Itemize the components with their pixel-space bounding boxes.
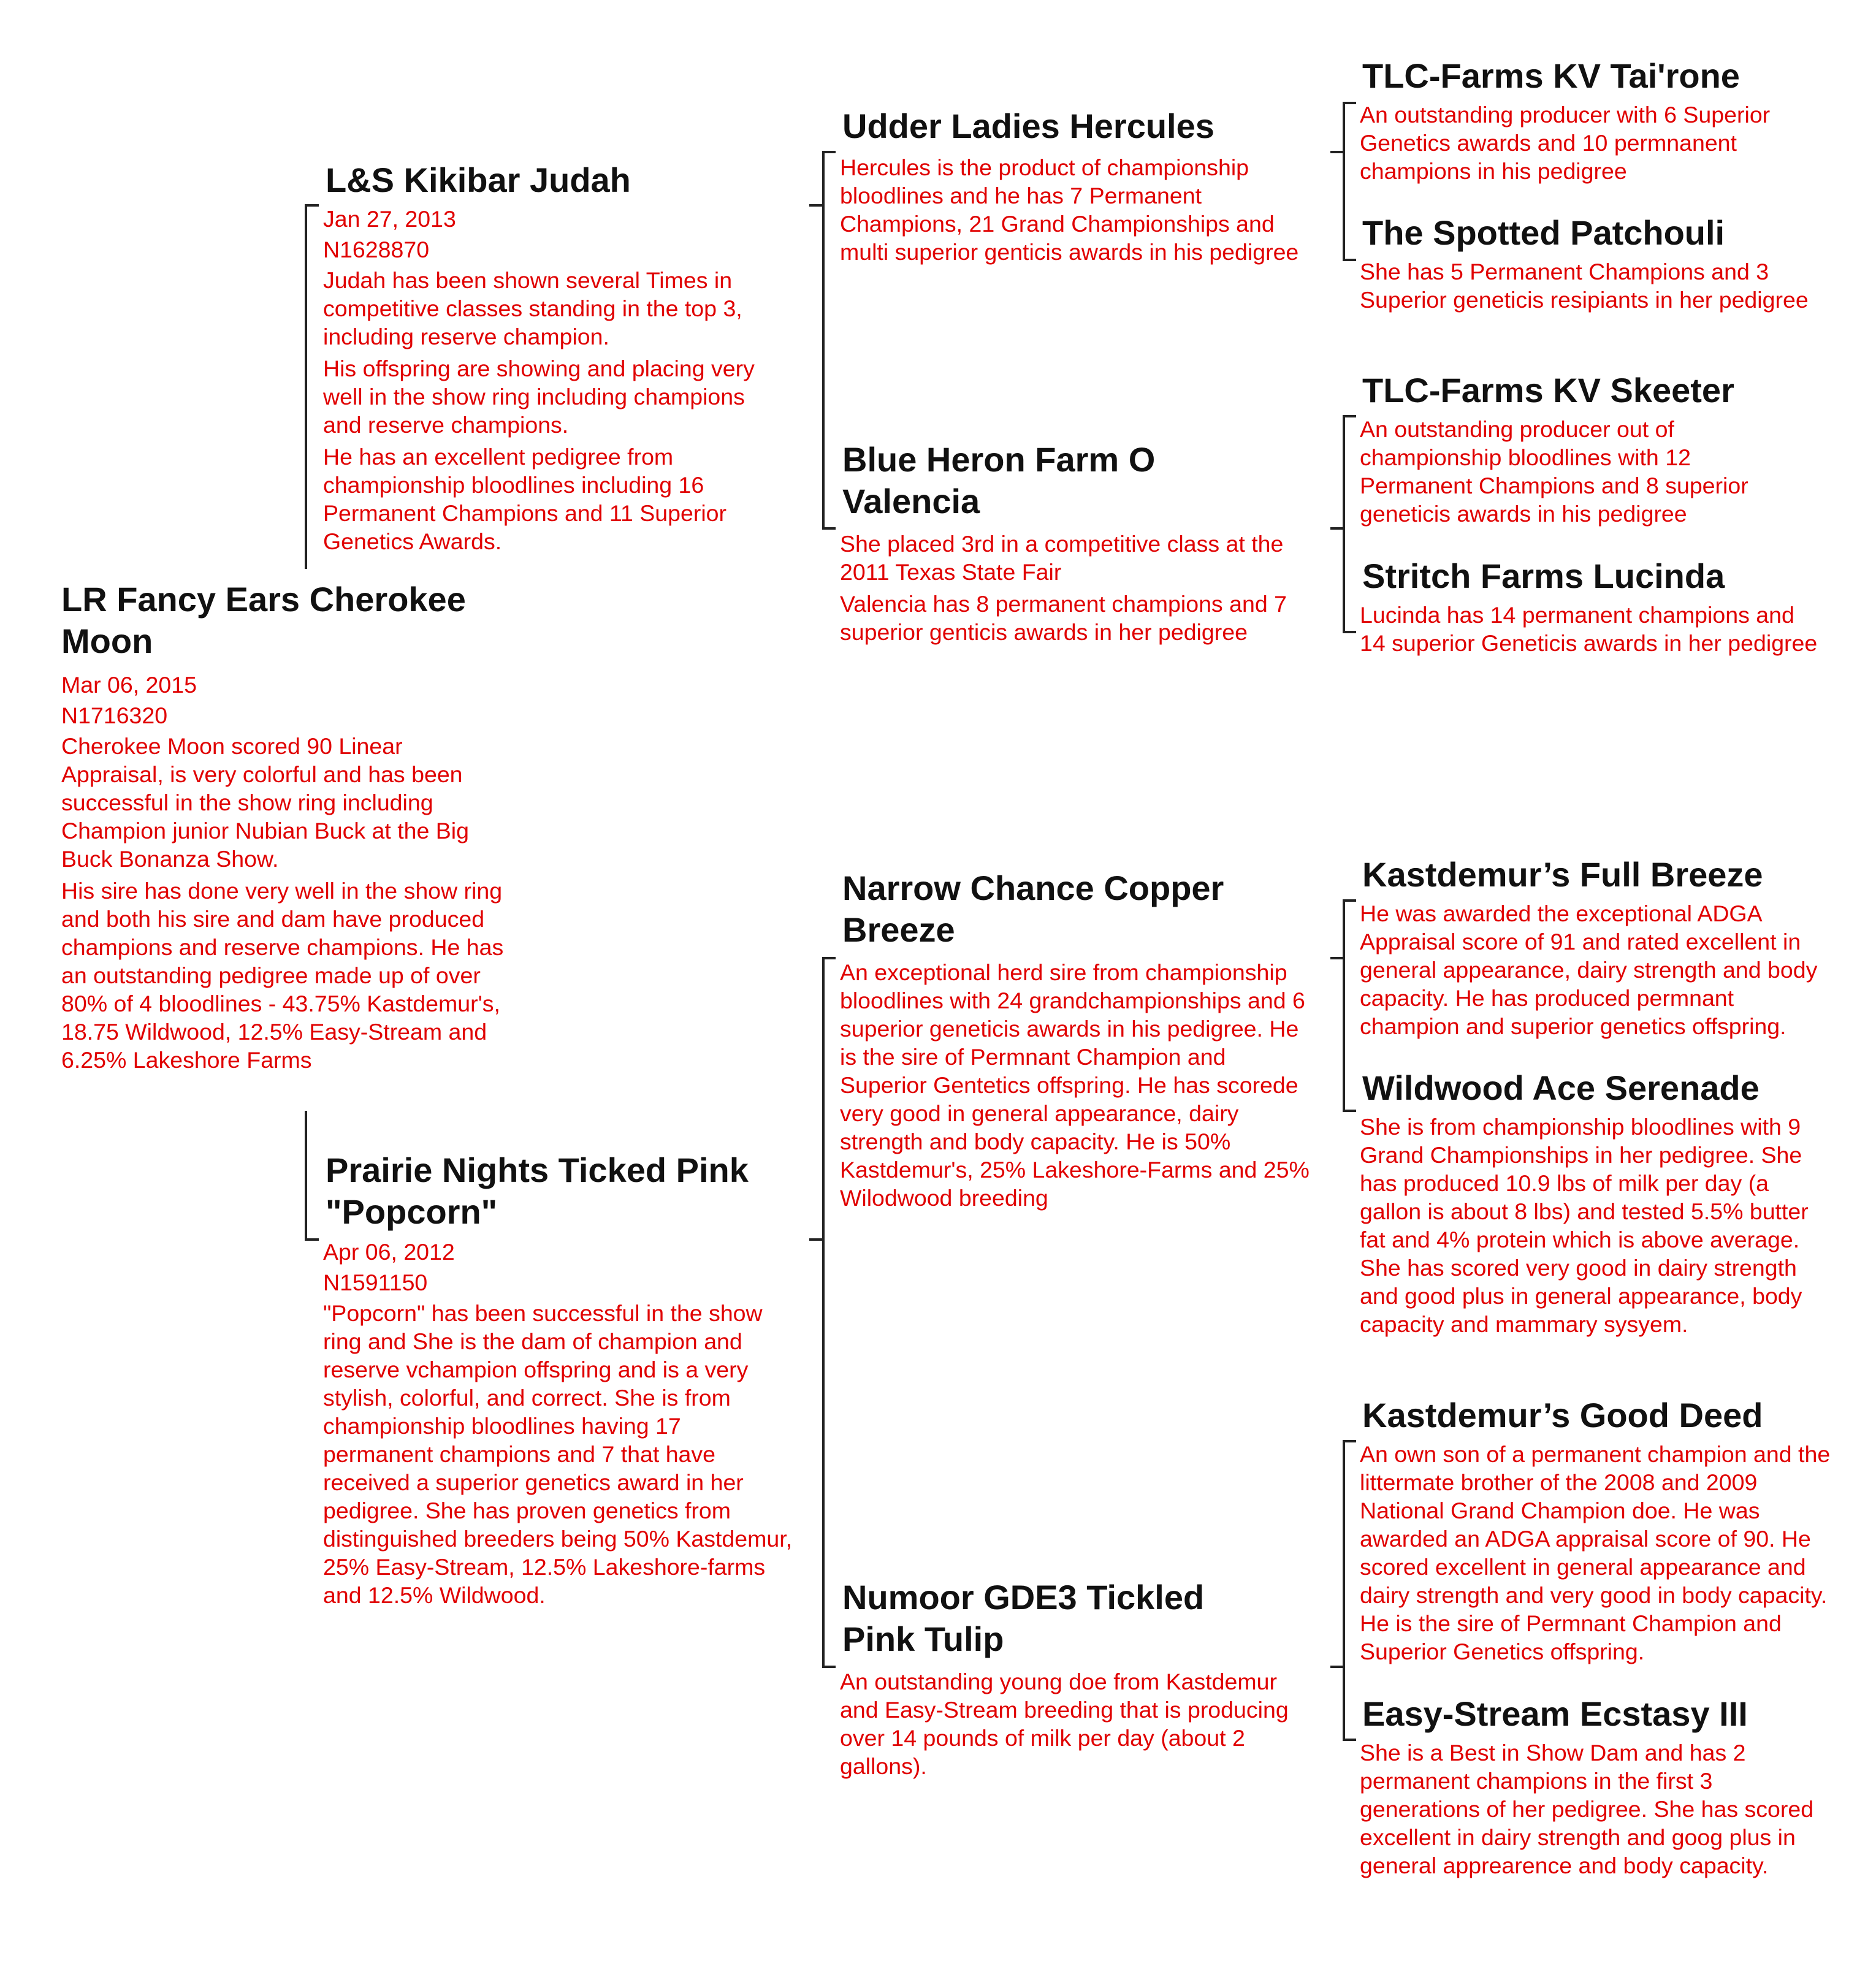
sire-parents-bracket [809,152,836,528]
dam-dam-description: An outstanding young doe from Kastdemur and Easy-Stream breeding that is producing over 14 pounds of milk per day (about 2 gallons). [840,1669,1289,1779]
dam-card [323,1149,807,1609]
full-breeze-name: Kastdemur’s Full Breeze [1362,855,1763,894]
great-grandsire-skeeter-card [1360,370,1838,528]
skeeter-name: TLC-Farms KV Skeeter [1362,371,1734,409]
dam-birth-date: Apr 06, 2012 [323,1239,455,1265]
good-deed-name: Kastdemur’s Good Deed [1362,1396,1763,1434]
dam-sire-name: Narrow Chance Copper Breeze [842,869,1224,949]
ecstasy-description: She is a Best in Show Dam and has 2 permanent champions in the first 3 generations of her pedigree. She has scored excellent in dairy strength and goog plus in general apprearence and body capacity. [1360,1740,1814,1878]
lucinda-description: Lucinda has 14 permanent champions and 14 superior Geneticis awards in her pedigree [1360,602,1818,656]
sire-description-3: He has an excellent pedigree from championship bloodlines including 16 Permanent Champions and 11 Superior Genetics Awards. [323,444,727,554]
full-breeze-description: He was awarded the exceptional ADGA Appraisal score of 91 and rated excellent in general appearance, dairy strength and body capacity. He has produced permnant champion and superior genetics offspring. [1360,901,1818,1039]
dam-parents-bracket [809,958,836,1667]
sire-dam-description-2: Valencia has 8 permanent champions and 7 superior genticis awards in her pedigree [840,591,1287,645]
patchouli-description: She has 5 Permanent Champions and 3 Superior geneticis resipiants in her pedigree [1360,259,1809,313]
dam-name: Prairie Nights Ticked Pink "Popcorn" [326,1151,749,1231]
subject-birth-date: Mar 06, 2015 [61,672,197,698]
great-granddam-ecstasy-card [1360,1693,1844,1880]
sire-name: L&S Kikibar Judah [326,161,631,199]
ecstasy-name: Easy-Stream Ecstasy III [1362,1694,1748,1733]
valencia-parents-bracket [1330,416,1356,632]
sire-dam-name: Blue Heron Farm O Valencia [842,440,1156,520]
subject-name: LR Fancy Ears Cherokee Moon [61,580,466,660]
subject-dam-connector [306,1111,319,1240]
tairone-description: An outstanding producer with 6 Superior Genetics awards and 10 permnanent champions in his pedigree [1360,102,1771,184]
great-granddam-serenade-card [1360,1067,1838,1338]
great-grandsire-tairone-card [1360,55,1838,185]
sire-birth-date: Jan 27, 2013 [323,206,456,232]
dam-sire-description: An exceptional herd sire from championship bloodlines with 24 grandchampionships and 6 superior geneticis awards in his pedigree. He is the sire of Permnant Champion and Superior Gentetics offspring. He has scorede very good in general appearance, dairy strength and body capacity. He is 50% Kastdemur's, 25% Lakeshore-Farms and 25% Wilodwood breeding [840,959,1310,1211]
lucinda-name: Stritch Farms Lucinda [1362,557,1725,595]
sire-dam-card [840,439,1312,646]
sire-registration: N1628870 [323,237,430,262]
sire-sire-name: Udder Ladies Hercules [842,107,1214,145]
great-grandsire-full-breeze-card [1360,854,1838,1040]
great-granddam-lucinda-card [1360,555,1838,657]
subject-card [61,579,527,1074]
sire-sire-description: Hercules is the product of championship bloodlines and he has 7 Permanent Champions, 21 Grand Championships and multi superior genticis awards in his pedigree [840,154,1299,265]
sire-card [323,159,795,555]
good-deed-description: An own son of a permanent champion and the littermate brother of the 2008 and 2009 National Grand Champion doe. He was awarded an ADGA appraisal score of 90. He scored excellent in general appearance and dairy strength and very good in body capacity. He is the sire of Permnant Champion and Superior Genetics offspring. [1360,1441,1831,1664]
great-grandsire-good-deed-card [1360,1395,1844,1666]
great-granddam-patchouli-card [1360,212,1838,314]
dam-description-1: "Popcorn" has been successful in the show ring and She is the dam of champion and reserve vchampion offspring and is a very stylish, colorful, and correct. She is from championship bloodlines having 17 permanent champions and 7 that have received a superior genetics award in her pedigree. She has proven genetics from distinguished breeders being 50% Kastdemur, 25% Easy-Stream, 12.5% Lakeshore-farms and 12.5% Wildwood. [323,1300,793,1608]
sire-dam-description-1: She placed 3rd in a competitive class at the 2011 Texas State Fair [840,531,1284,585]
subject-sire-connector [306,205,319,569]
subject-description-2: His sire has done very well in the show ring and both his sire and dam have produced champions and reserve champions. He has an outstanding pedigree made up of over 80% of 4 bloodlines - 43.75% Kastdemur's, 18.75 Wildwood, 12.5% Easy-Stream and 6.25% Lakeshore Farms [61,878,504,1073]
tulip-parents-bracket [1330,1441,1356,1740]
copper-breeze-parents-bracket [1330,901,1356,1111]
dam-dam-name: Numoor GDE3 Tickled Pink Tulip [842,1578,1205,1658]
subject-description-1: Cherokee Moon scored 90 Linear Appraisal, is very colorful and has been successful in the show ring including Champion junior Nubian Buck at the Big Buck Bonanza Show. [61,733,469,872]
skeeter-description: An outstanding producer out of championship bloodlines with 12 Permanent Champions and 8 superior geneticis awards in his pedigree [1360,416,1748,527]
sire-sire-card [840,105,1312,266]
sire-description-1: Judah has been shown several Times in competitive classes standing in the top 3, including reserve champion. [323,267,742,349]
patchouli-name: The Spotted Patchouli [1362,213,1725,252]
sire-description-2: His offspring are showing and placing very well in the show ring including champions and reserve champions. [323,356,755,438]
dam-dam-card [840,1577,1315,1780]
serenade-name: Wildwood Ace Serenade [1362,1068,1760,1107]
tairone-name: TLC-Farms KV Tai'rone [1362,56,1740,95]
serenade-description: She is from championship bloodlines with 9 Grand Championships in her pedigree. She has produced 10.9 lbs of milk per day (a gallon is about 8 lbs) and tested 5.5% butter fat and 4% protein which is above average. She has scored very good in dairy strength and good plus in general appearance, body capacity and mammary sysyem. [1360,1114,1809,1337]
subject-registration: N1716320 [61,703,168,728]
dam-registration: N1591150 [323,1270,428,1295]
dam-sire-card [840,867,1315,1212]
hercules-parents-bracket [1330,103,1356,260]
